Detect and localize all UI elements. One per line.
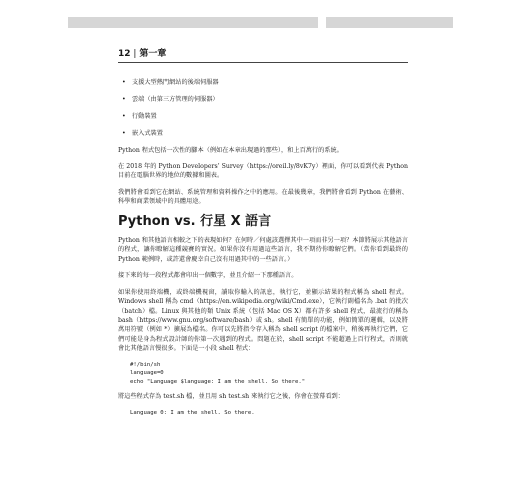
section-heading: Python vs. 行星 X 語言 xyxy=(118,213,272,229)
shell-code-block: #!/bin/sh language=0 echo "Language $language: I am the shell. So there." xyxy=(130,361,306,385)
paragraph: 在 2018 年的 Python Developers’ Survey（https://oreil.ly/8vK7y）裡面，你可以看到代表 Python 目前在電腦世界的地位的數據和圖表。 xyxy=(118,163,408,180)
paragraph: 我們將會看到它在網站、系統管理和資料操作之中的應用。在最後幾章，我們將會看到 Python 在藝術、科學和商業領域中的具體用途。 xyxy=(118,188,408,206)
page-body xyxy=(118,70,408,423)
chapter-title: 第一章 xyxy=(139,49,167,59)
list-item: • 行動裝置 xyxy=(118,112,408,121)
header-rule xyxy=(118,62,408,63)
paragraph: 將這些程式存為 test.sh 檔，並且用 sh test.sh 來執行它之後，你會在螢幕看到： xyxy=(118,393,344,401)
platform-list xyxy=(118,78,408,138)
header-separator: | xyxy=(133,49,140,59)
running-header xyxy=(118,46,166,59)
top-margin-bar xyxy=(68,17,453,28)
list-item: • 支援大型熱門網站的後端伺服器 xyxy=(118,78,408,87)
paragraph: Python 程式包括一次性的腳本（例如在本章出現過的那些），和上百萬行的系統。 xyxy=(118,146,343,154)
top-margin-notch xyxy=(318,17,326,28)
list-item: • 雲端（由第三方管理的伺服器） xyxy=(118,95,408,104)
shell-output-block: Language 0: I am the shell. So there. xyxy=(130,409,255,416)
list-item: • 嵌入式裝置 xyxy=(118,129,408,138)
page-number: 12 xyxy=(118,49,131,59)
paragraph: 如果你使用終端機，或終端機視窗，讀取你輸入的訊息，執行它，並顯示結果的程式稱為 shell 程式。Windows shell 稱為 cmd（https://en.wikipedia.org/wiki/Cmd.exe），它執行副檔名為 .bat 的批次（batch）檔。Linux 與其他的類 Unix 系統（包括 Mac OS X）都有許多 shell 程式，最流行的稱為 bash（https://www.gnu.org/software/bash）或 sh。shell 有簡單的功能，例如簡單的邏輯，以及將萬用符號（例如 *）擴展為檔名。你可以先將指令存入稱為 shell script 的檔案中，稍後再執行它們，它們可能是身為程式設計師的你第一次遇到的程式。問題在於，shell script 不能超過上百行程式，否則就會比其他語言慢很多。下面是一小段 shell 程式： xyxy=(118,288,408,353)
paragraph: Python 和其他語言相較之下的表現如何？在何時／何處該選擇其中一項而非另一項？本節將展示其他語言的程式，讓你瞭解這種競賽的實況。如果你沒有用過這些語言，我不期待你瞭解它們。（當你看到最終的 Python 範例時，或許還會慶幸自己沒有用過其中的一些語言。） xyxy=(118,237,408,263)
paragraph: 接下來的每一段程式都會印出一個數字，並且介紹一下那種語言。 xyxy=(118,272,298,280)
